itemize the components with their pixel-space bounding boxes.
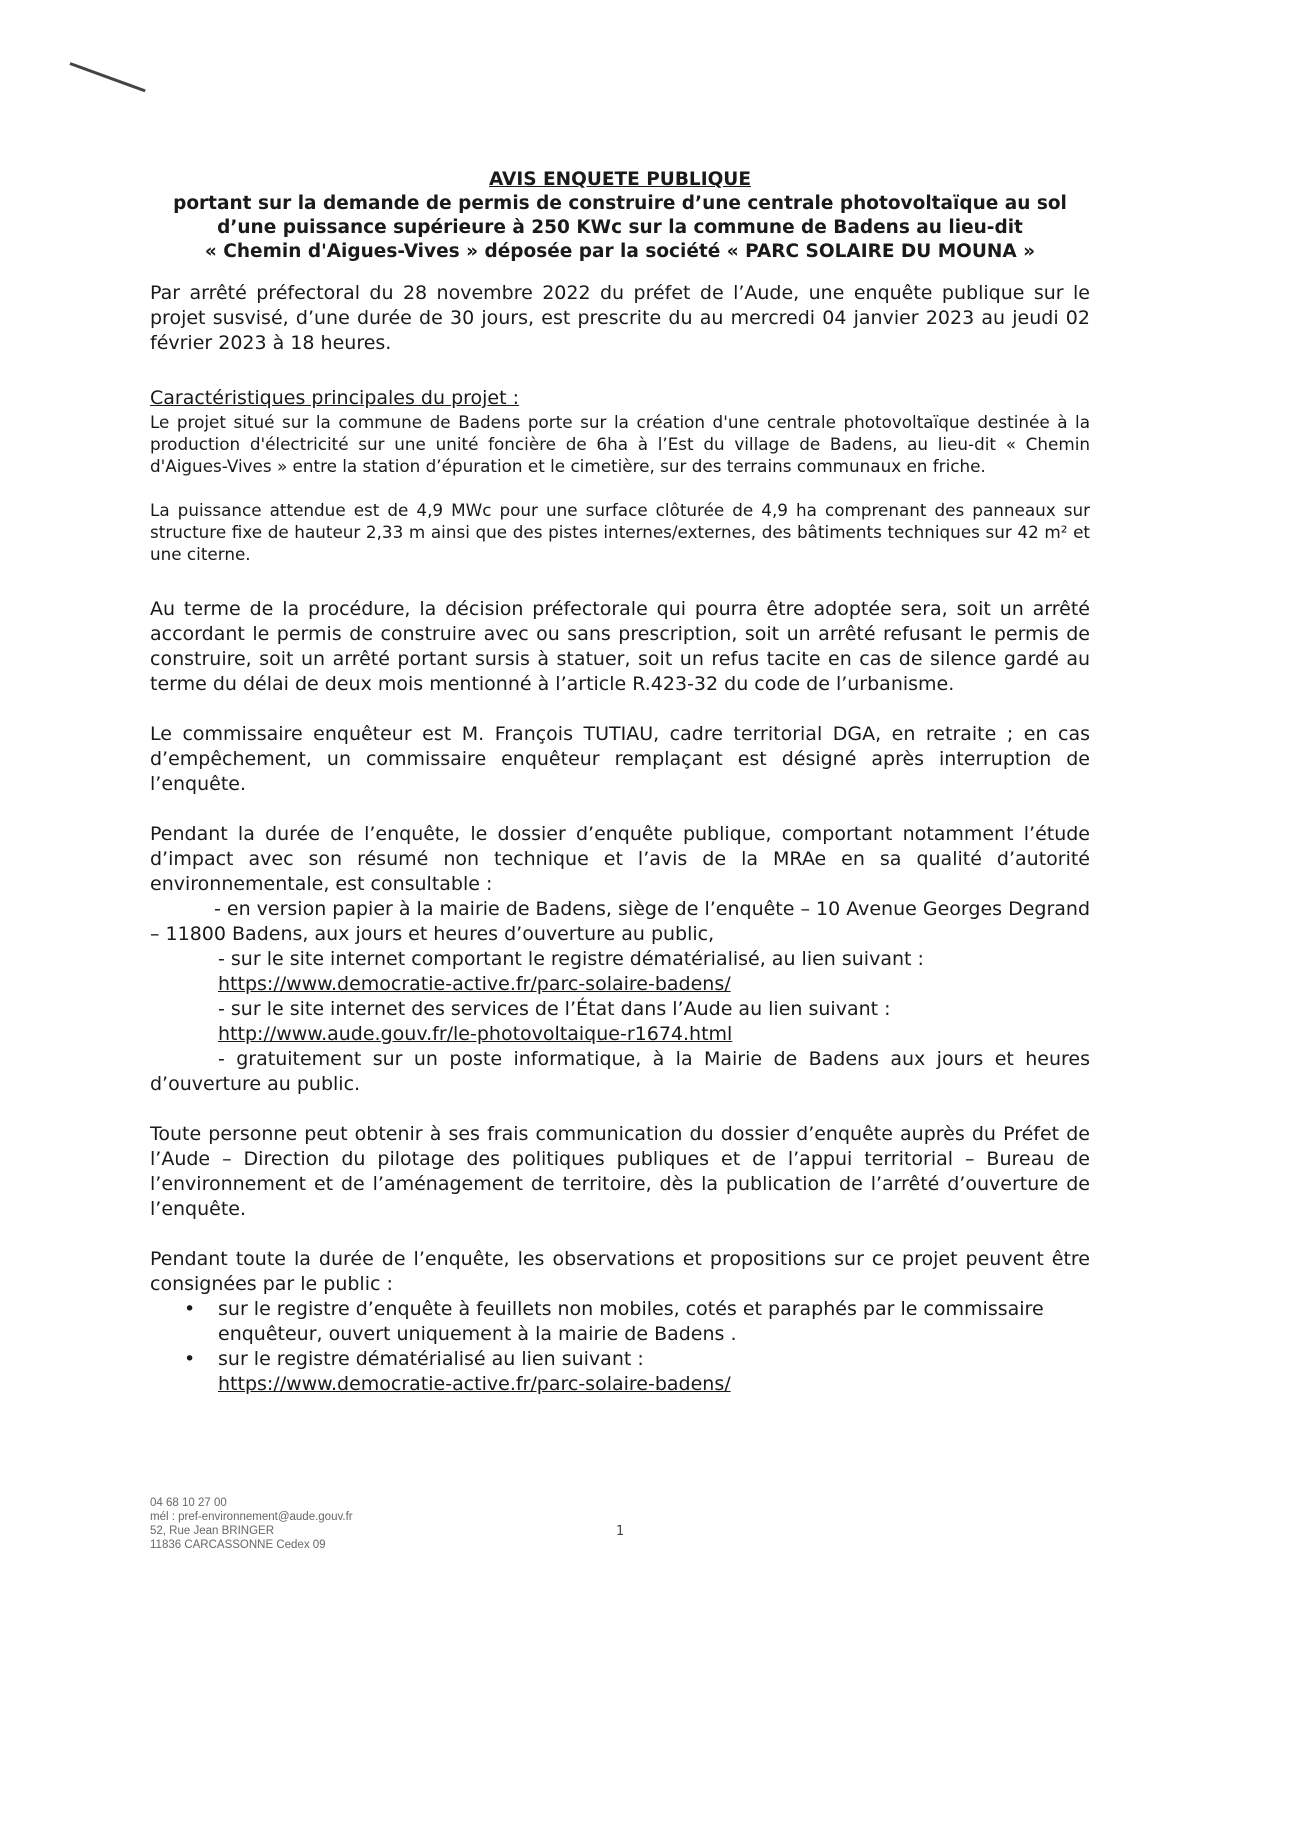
observations-list [150,1297,1090,1397]
characteristics-paragraph-2: La puissance attendue est de 4,9 MWc pour une surface clôturée de 4,9 ha comprenant des panneaux sur structure fixe de hauteur 2,33 m ainsi que des pistes internes/externes, des bâtiments techniques sur 42 m² et une citerne. [150,500,1090,564]
observations-bullet-online-text: sur le registre dématérialisé au lien suivant : [218,1348,644,1370]
aude-gouv-link[interactable]: http://www.aude.gouv.fr/le-photovoltaique-r1674.html [218,1023,733,1045]
decision-paragraph: Au terme de la procédure, la décision préfectorale qui pourra être adoptée sera, soit un arrêté accordant le permis de construire avec ou sans prescription, soit un arrêté refusant le permis de construire, soit un arrêté portant sursis à statuer, soit un refus tacite en cas de silence gardé au terme du délai de deux mois mentionné à l’article R.423-32 du code de l’urbanisme. [150,598,1090,695]
dossier-link-democratie-active[interactable] [150,972,1090,997]
characteristics-heading: Caractéristiques principales du projet : [150,387,520,409]
footer-contact [150,1496,353,1552]
notice-subtitle-line-1: portant sur la demande de permis de construire d’une centrale photovoltaïque au sol [173,193,1067,214]
observations-bullet-online [150,1347,1090,1397]
bullet-icon: • [184,1348,196,1370]
notice-subtitle-line-2: d’une puissance supérieure à 250 KWc sur la commune de Badens au lieu-dit [217,217,1023,238]
notice-subtitle-line-3: « Chemin d'Aigues-Vives » déposée par la société « PARC SOLAIRE DU MOUNA » [204,241,1036,262]
commissaire-paragraph: Le commissaire enquêteur est M. François TUTIAU, cadre territorial DGA, en retraite ; en cas d’empêchement, un commissaire enquêteur remplaçant est désigné après interruption de l’enquête. [150,723,1090,795]
bullet-icon: • [184,1298,196,1320]
dossier-item-website: - sur le site internet comportant le registre dématérialisé, au lien suivant : [218,948,924,970]
democratie-active-link[interactable]: https://www.democratie-active.fr/parc-solaire-badens/ [218,973,731,995]
characteristics-paragraph-1: Le projet situé sur la commune de Badens porte sur la création d'une centrale photovoltaïque destinée à la production d'électricité sur une unité foncière de 6ha à l’Est du village de Badens, au lieu-dit « Chemin d'Aigues-Vives » entre la station d’épuration et le cimetière, sur des terrains communaux en friche. [150,412,1090,476]
observations-section [150,1247,1090,1397]
footer-city: 11836 CARCASSONNE Cedex 09 [150,1539,326,1551]
intro-paragraph: Par arrêté préfectoral du 28 novembre 2022 du préfet de l’Aude, une enquête publique sur le projet susvisé, d’une durée de 30 jours, est prescrite du au mercredi 04 janvier 2023 au jeudi 02 février 2023 à 18 heures. [150,282,1090,354]
footer-phone: 04 68 10 27 00 [150,1497,227,1509]
dossier-item-computer: - gratuitement sur un poste informatique, à la Mairie de Badens aux jours et heures d’ouverture au public. [150,1048,1090,1095]
notice-heading: AVIS ENQUETE PUBLIQUE [489,169,751,190]
observations-intro: Pendant toute la durée de l’enquête, les observations et propositions sur ce projet peuvent être consignées par le public : [150,1248,1090,1295]
footer-email: mél : pref-environnement@aude.gouv.fr [150,1511,353,1523]
dossier-item-paper: - en version papier à la mairie de Badens, siège de l’enquête – 10 Avenue Georges Degrand – 11800 Badens, aux jours et heures d’ouverture au public, [150,898,1091,945]
observations-bullet-register [150,1297,1090,1347]
notice-title-block [150,168,1090,264]
document-page [150,168,1090,1397]
dossier-link-aude-gouv[interactable] [150,1022,1090,1047]
footer-street: 52, Rue Jean BRINGER [150,1525,275,1537]
scan-mark [69,62,145,92]
communication-paragraph: Toute personne peut obtenir à ses frais communication du dossier d’enquête auprès du Préfet de l’Aude – Direction du pilotage des politiques publiques et de l’appui territorial – Bureau de l’environnement et de l’aménagement de territoire, dès la publication de l’arrêté d’ouverture de l’enquête. [150,1123,1090,1220]
observations-bullet-register-text: sur le registre d’enquête à feuillets non mobiles, cotés et paraphés par le commissaire enquêteur, ouvert uniquement à la mairie de Badens . [218,1298,1044,1345]
characteristics-section [150,386,1090,565]
dossier-intro: Pendant la durée de l’enquête, le dossier d’enquête publique, comportant notamment l’étude d’impact avec son résumé non technique et l’avis de la MRAe en sa qualité d’autorité environnementale, est consultable : [150,823,1090,895]
dossier-item-state-site: - sur le site internet des services de l’État dans l’Aude au lien suivant : [218,998,891,1020]
observations-democratie-active-link[interactable]: https://www.democratie-active.fr/parc-solaire-badens/ [218,1373,731,1395]
dossier-section [150,822,1090,1097]
page-number: 1 [616,1524,625,1539]
